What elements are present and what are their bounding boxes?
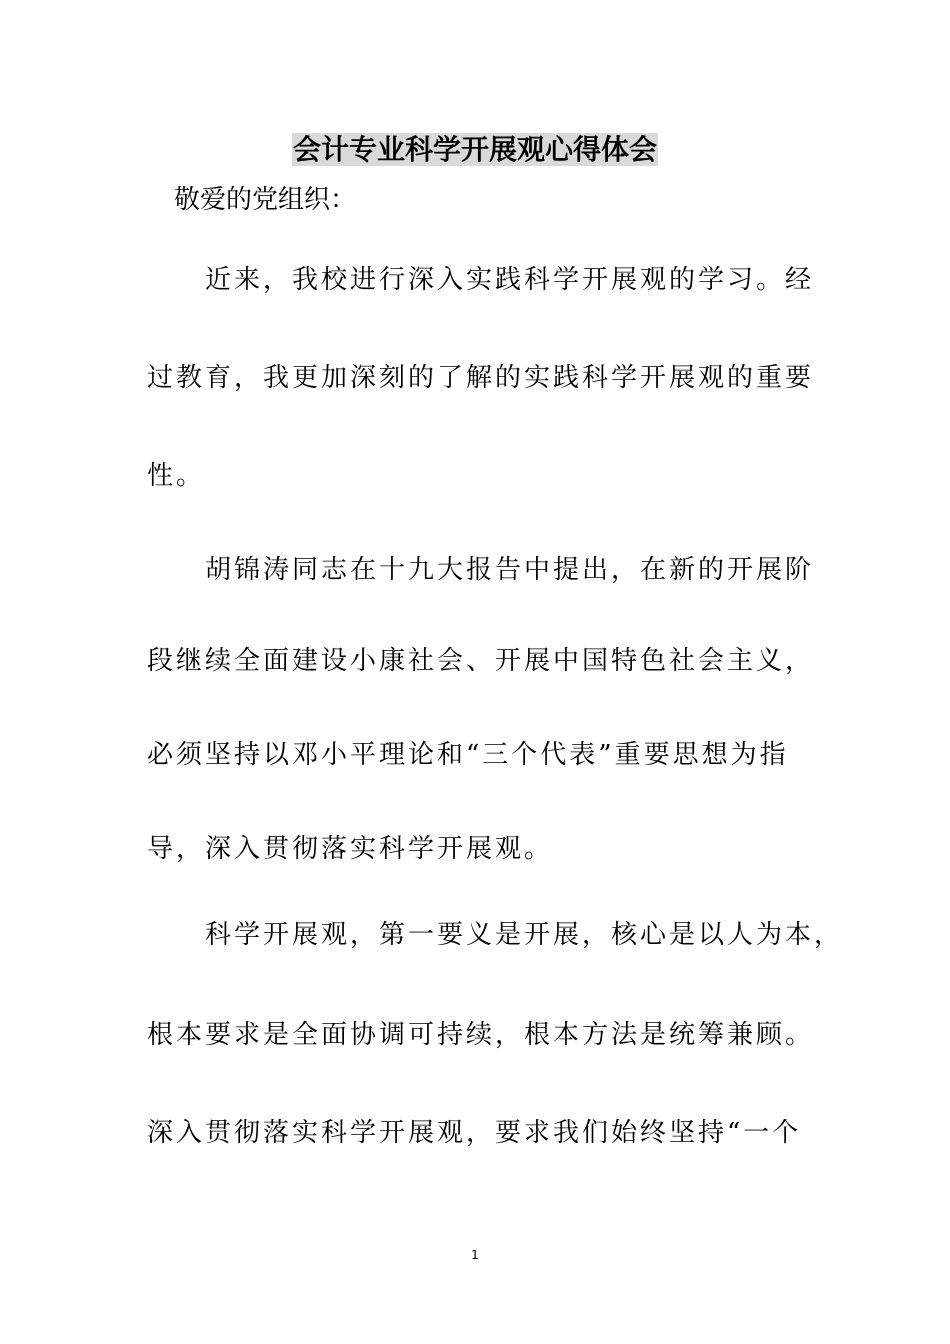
paragraph-line: 近来，我校进行深入实践科学开展观的学习。经 <box>205 265 815 295</box>
paragraph-line: 胡锦涛同志在十九大报告中提出，在新的开展阶 <box>205 555 815 585</box>
page-number: 1 <box>471 1248 479 1262</box>
paragraph-line: 根本要求是全面协调可持续，根本方法是统筹兼顾。 <box>147 1020 815 1050</box>
salutation: 敬爱的党组织： <box>174 185 357 215</box>
paragraph-line: 性。 <box>147 461 206 491</box>
paragraph-line: 深入贯彻落实科学开展观，要求我们始终坚持“一个 <box>147 1118 802 1148</box>
paragraph-line: 科学开展观，第一要义是开展，核心是以人为本， <box>205 920 844 950</box>
document-title-text: 会计专业科学开展观心得体会 <box>292 133 657 166</box>
paragraph-line: 段继续全面建设小康社会、开展中国特色社会主义， <box>147 646 815 676</box>
paragraph-line: 过教育，我更加深刻的了解的实践科学开展观的重要 <box>147 363 815 393</box>
document-title <box>0 131 950 169</box>
paragraph-line: 必须坚持以邓小平理论和“三个代表”重要思想为指 <box>147 740 789 770</box>
paragraph-line: 导，深入贯彻落实科学开展观。 <box>147 834 554 864</box>
